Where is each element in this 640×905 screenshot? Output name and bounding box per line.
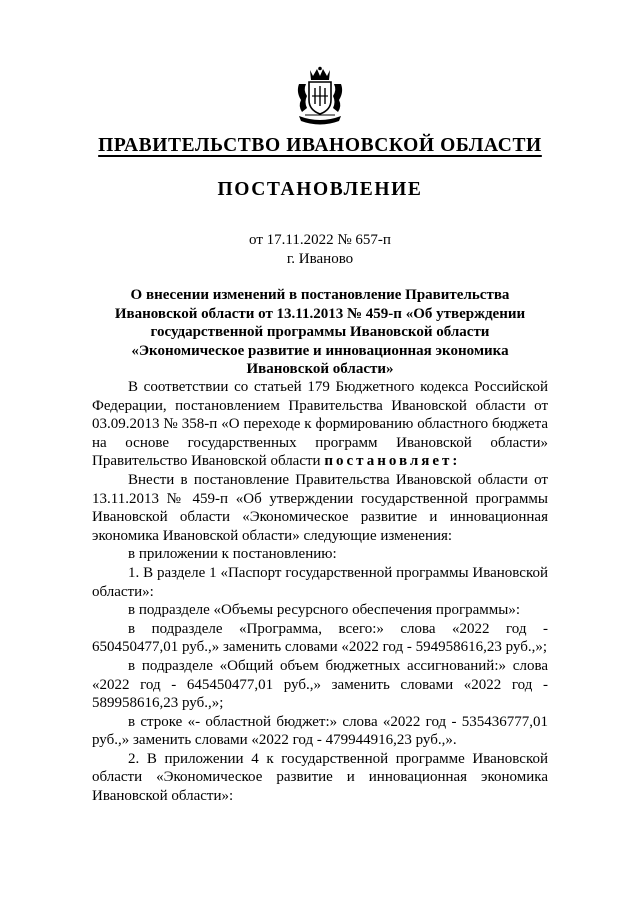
document-date-number: от 17.11.2022 № 657-п bbox=[249, 232, 391, 248]
paragraph: в подразделе «Объемы ресурсного обеспечения программы»: bbox=[128, 602, 520, 619]
paragraph: Внести в постановление Правительства Ивановской области от 13.11.2013 № 459-п «Об утверждении государственной программы Ивановской области «Экономическое развитие и инновационная экономика Ивановской области» следующие изменения: bbox=[92, 471, 548, 544]
document-type: ПОСТАНОВЛЕНИЕ bbox=[217, 179, 423, 200]
paragraph: в строке «- областной бюджет:» слова «2022 год - 535436777,01 руб.,» заменить словами «2022 год - 479944916,23 руб.,». bbox=[92, 713, 548, 749]
document-body bbox=[92, 378, 548, 806]
document-city: г. Иваново bbox=[286, 251, 354, 267]
document-title: О внесении изменений в постановление Правительства Ивановской области от 13.11.2013 № 459-п «Об утверждении государственной программы Ивановской области «Экономическое развитие и инновационная экономика Ивановской области» bbox=[114, 287, 526, 378]
paragraph: 2. В приложении 4 к государственной программе Ивановской области «Экономическое развитие и инновационная экономика Ивановской области»: bbox=[92, 750, 548, 805]
paragraph: в подразделе «Программа, всего:» слова «2022 год - 650450477,01 руб.,» заменить словами «2022 год - 594958616,23 руб.,»; bbox=[92, 620, 548, 656]
decree-word: постановляет: bbox=[324, 453, 461, 470]
organization-name: ПРАВИТЕЛЬСТВО ИВАНОВСКОЙ ОБЛАСТИ bbox=[98, 135, 542, 156]
paragraph-intro bbox=[92, 378, 548, 471]
paragraph: 1. В разделе 1 «Паспорт государственной программы Ивановской области»: bbox=[92, 564, 548, 600]
paragraph: в подразделе «Общий объем бюджетных ассигнований:» слова «2022 год - 645450477,01 руб.,» заменить словами «2022 год - 589958616,23 руб.,»; bbox=[92, 657, 548, 712]
coat-of-arms-icon bbox=[293, 66, 347, 128]
paragraph: в приложении к постановлению: bbox=[128, 546, 337, 563]
intro-text: В соответствии со статьей 179 Бюджетного кодекса Российской Федерации, постановлением Правительства Ивановской области от 03.09.2013 № 358-п «О переходе к формированию областного бюджета на основе государственных программ Ивановской области» Правительство Ивановской области bbox=[92, 379, 548, 470]
